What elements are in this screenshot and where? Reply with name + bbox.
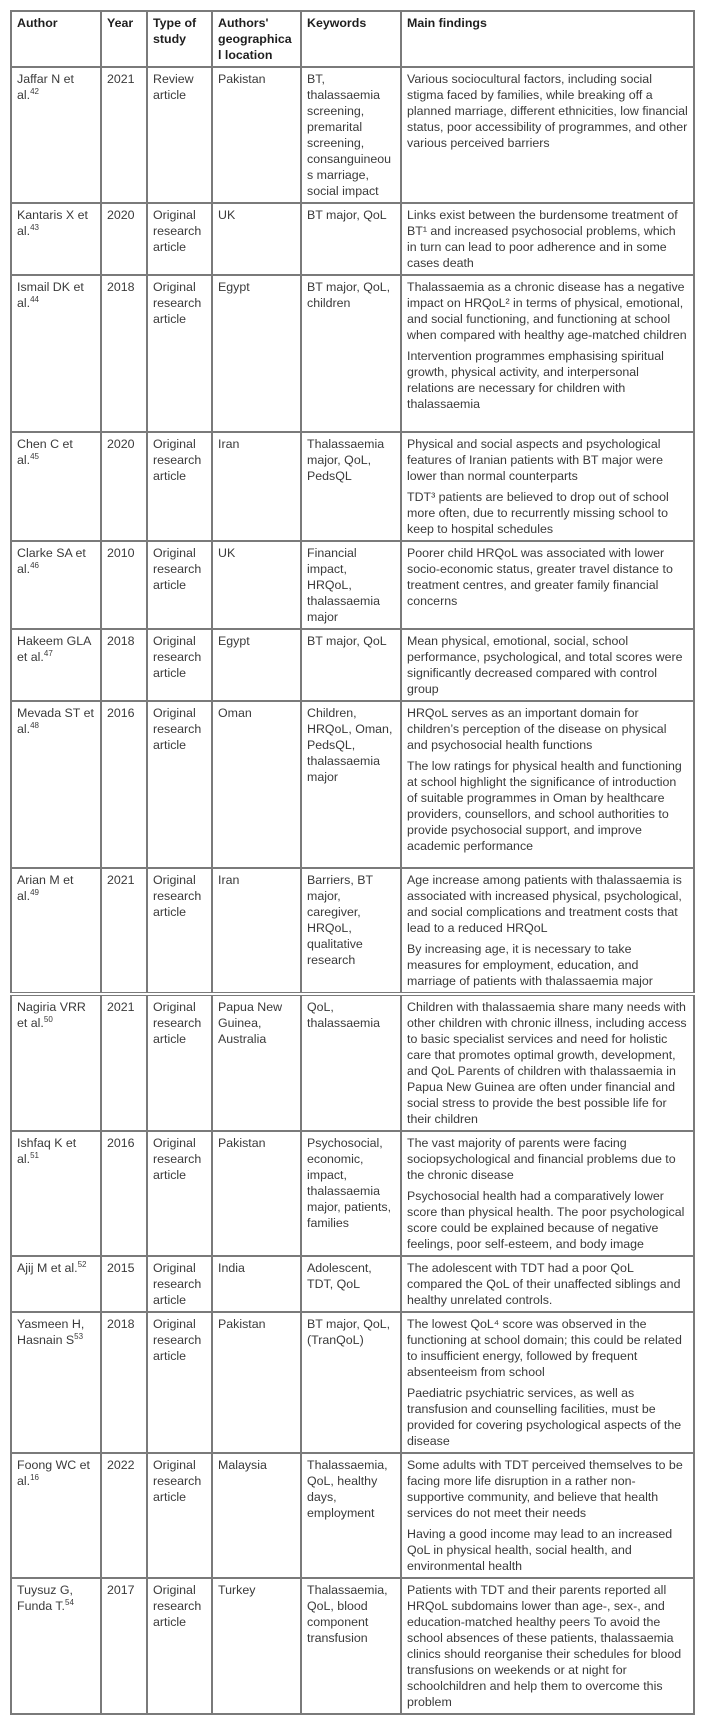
cell-study-type: Original research article (147, 275, 212, 432)
cell-year: 2018 (101, 1312, 147, 1453)
cell-study-type: Original research article (147, 541, 212, 629)
cell-keywords: Thalassaemia, QoL, blood component transfusion (301, 1578, 401, 1714)
cell-year: 2020 (101, 432, 147, 541)
cell-location: Malaysia (212, 1453, 301, 1578)
cell-findings (401, 275, 694, 432)
reference-number: 48 (30, 721, 39, 730)
finding-paragraph: Various sociocultural factors, including social stigma faced by families, while breaking off a planned marriage, different ethnicities, low financial status, poor accessibility of programmes, and other various perceived barriers (407, 72, 688, 150)
reference-number: 54 (65, 1598, 74, 1607)
author-name: Chen C et al. (17, 437, 73, 467)
cell-author (11, 629, 101, 701)
author-name: Ismail DK et al. (17, 280, 84, 310)
finding-paragraph: The adolescent with TDT had a poor QoL compared the QoL of their unaffected siblings and healthy unrelated controls. (407, 1261, 681, 1307)
header-author: Author (11, 11, 101, 67)
cell-keywords: Thalassaemia major, QoL, PedsQL (301, 432, 401, 541)
cell-author (11, 701, 101, 868)
cell-findings (401, 203, 694, 275)
cell-author (11, 1312, 101, 1453)
reference-number: 46 (30, 561, 39, 570)
cell-findings (401, 868, 694, 994)
cell-year: 2022 (101, 1453, 147, 1578)
author-name: Nagiria VRR et al. (17, 1000, 86, 1030)
finding-paragraph: Patients with TDT and their parents reported all HRQoL subdomains lower than age-, sex-, and education-matched healthy peers To avoid the school absences of these patients, thalassaemia clinics should reorganise their schedules for blood transfusions on weekends or at night for schoolchildren and help them to overcome this problem (407, 1583, 682, 1709)
table-row (11, 1312, 694, 1453)
cell-study-type: Original research article (147, 432, 212, 541)
author-name: Arian M et al. (17, 873, 74, 903)
cell-keywords: BT, thalassaemia screening, premarital screening, consanguineous marriage, social impact (301, 67, 401, 203)
reference-number: 53 (74, 1332, 84, 1341)
cell-author (11, 275, 101, 432)
finding-paragraph: Some adults with TDT perceived themselves to be facing more life disruption in a rather non-supportive community, and believe that health services do not meet their needs (407, 1458, 683, 1520)
cell-study-type: Original research article (147, 868, 212, 994)
cell-year: 2017 (101, 1578, 147, 1714)
cell-author (11, 1578, 101, 1714)
finding-paragraph: Age increase among patients with thalassaemia is associated with increased physical, psychological, and social complications and treatment costs that lead to a reduced HRQoL (407, 873, 682, 935)
cell-location: UK (212, 541, 301, 629)
author-name: Jaffar N et al. (17, 72, 74, 102)
cell-keywords: Children, HRQoL, Oman, PedsQL, thalassaemia major (301, 701, 401, 868)
cell-year: 2015 (101, 1256, 147, 1312)
header-location: Authors' geographical location (212, 11, 301, 67)
header-year: Year (101, 11, 147, 67)
header-findings: Main findings (401, 11, 694, 67)
cell-year: 2021 (101, 994, 147, 1131)
table-row (11, 868, 694, 994)
cell-author (11, 1453, 101, 1578)
table-row (11, 1578, 694, 1714)
table-body (11, 67, 694, 1714)
reference-number: 42 (30, 87, 39, 96)
author-name: Kantaris X et al. (17, 208, 88, 238)
cell-location: Pakistan (212, 67, 301, 203)
cell-findings (401, 701, 694, 868)
cell-year: 2018 (101, 275, 147, 432)
reference-number: 44 (30, 295, 39, 304)
cell-author (11, 1131, 101, 1256)
reference-number: 16 (30, 1473, 39, 1482)
cell-author (11, 432, 101, 541)
finding-paragraph: Psychosocial health had a comparatively lower score than physical health. The poor psychological score could be explained because of negative feelings, poor self-esteem, and body image (407, 1189, 685, 1251)
cell-keywords: Barriers, BT major, caregiver, HRQoL, qualitative research (301, 868, 401, 994)
cell-findings (401, 432, 694, 541)
header-type: Type of study (147, 11, 212, 67)
cell-findings (401, 1312, 694, 1453)
cell-keywords: Psychosocial, economic, impact, thalassaemia major, patients, families (301, 1131, 401, 1256)
author-name: Ajij M et al. (17, 1261, 78, 1275)
reference-number: 49 (30, 888, 39, 897)
table-row (11, 701, 694, 868)
table-row (11, 67, 694, 203)
cell-study-type: Original research article (147, 701, 212, 868)
table-row (11, 275, 694, 432)
author-name: Mevada ST et al. (17, 706, 94, 736)
cell-study-type: Original research article (147, 1256, 212, 1312)
finding-paragraph: Links exist between the burdensome treatment of BT¹ and increased psychosocial problems, which in turn can lead to poor adherence and in some cases death (407, 208, 678, 270)
cell-keywords: QoL, thalassaemia (301, 994, 401, 1131)
finding-paragraph: The low ratings for physical health and functioning at school highlight the significance of introduction of suitable programmes in Oman by healthcare providers, counsellors, and school authorities to provide psychosocial support, and improve academic performance (407, 759, 682, 853)
table-row (11, 1453, 694, 1578)
finding-paragraph: By increasing age, it is necessary to take measures for employment, education, and marriage of patients with thalassaemia major (407, 942, 653, 988)
cell-location: Pakistan (212, 1131, 301, 1256)
finding-paragraph: Intervention programmes emphasising spiritual growth, physical activity, and interpersonal relations are necessary for children with thalassaemia (407, 349, 664, 411)
cell-keywords: BT major, QoL, children (301, 275, 401, 432)
table-row (11, 203, 694, 275)
cell-year: 2021 (101, 868, 147, 994)
cell-study-type: Review article (147, 67, 212, 203)
cell-year: 2018 (101, 629, 147, 701)
cell-year: 2010 (101, 541, 147, 629)
author-name: Yasmeen H, Hasnain S (17, 1317, 85, 1347)
table-row (11, 432, 694, 541)
reference-number: 51 (30, 1151, 39, 1160)
cell-author (11, 541, 101, 629)
author-name: Tuysuz G, Funda T. (17, 1583, 73, 1613)
cell-study-type: Original research article (147, 1578, 212, 1714)
cell-keywords: BT major, QoL (301, 629, 401, 701)
table-row (11, 629, 694, 701)
cell-study-type: Original research article (147, 1312, 212, 1453)
cell-keywords: Adolescent, TDT, QoL (301, 1256, 401, 1312)
finding-paragraph: Poorer child HRQoL was associated with lower socio-economic status, greater travel distance to treatment centres, and greater family financial concerns (407, 546, 673, 608)
cell-location: Pakistan (212, 1312, 301, 1453)
cell-year: 2016 (101, 701, 147, 868)
reference-number: 52 (77, 1260, 87, 1269)
cell-location: Egypt (212, 275, 301, 432)
cell-keywords: Thalassaemia, QoL, healthy days, employment (301, 1453, 401, 1578)
cell-study-type: Original research article (147, 629, 212, 701)
cell-location: Oman (212, 701, 301, 868)
cell-author (11, 67, 101, 203)
cell-keywords: BT major, QoL, (TranQoL) (301, 1312, 401, 1453)
cell-study-type: Original research article (147, 203, 212, 275)
cell-findings (401, 1453, 694, 1578)
author-name: Clarke SA et al. (17, 546, 86, 576)
table-row (11, 541, 694, 629)
header-keywords: Keywords (301, 11, 401, 67)
table-row (11, 1256, 694, 1312)
cell-year: 2020 (101, 203, 147, 275)
reference-number: 45 (30, 452, 39, 461)
cell-findings (401, 67, 694, 203)
author-name: Hakeem GLA et al. (17, 634, 91, 664)
cell-findings (401, 629, 694, 701)
cell-author (11, 994, 101, 1131)
author-name: Foong WC et al. (17, 1458, 90, 1488)
cell-findings (401, 1131, 694, 1256)
cell-location: Egypt (212, 629, 301, 701)
cell-findings (401, 1578, 694, 1714)
finding-paragraph: Mean physical, emotional, social, school performance, psychological, and total scores were significantly decreased compared with control group (407, 634, 683, 696)
cell-study-type: Original research article (147, 994, 212, 1131)
cell-keywords: Financial impact, HRQoL, thalassaemia major (301, 541, 401, 629)
cell-location: India (212, 1256, 301, 1312)
cell-author (11, 868, 101, 994)
cell-keywords: BT major, QoL (301, 203, 401, 275)
table-row (11, 994, 694, 1131)
cell-year: 2016 (101, 1131, 147, 1256)
cell-study-type: Original research article (147, 1131, 212, 1256)
cell-author (11, 203, 101, 275)
cell-findings (401, 1256, 694, 1312)
finding-paragraph: Physical and social aspects and psychological features of Iranian patients with BT major were lower than normal counterparts (407, 437, 663, 483)
cell-findings (401, 994, 694, 1131)
cell-study-type: Original research article (147, 1453, 212, 1578)
finding-paragraph: The vast majority of parents were facing sociopsychological and financial problems due to the chronic disease (407, 1136, 676, 1182)
finding-paragraph: Children with thalassaemia share many needs with other children with chronic illness, including access to basic specialist services and need for holistic care that promotes optimal growth, development, and QoL Parents of children with thalassaemia in Papua New Guinea are often under financial and social stress to provide the best possible life for their children (407, 1000, 687, 1126)
cell-location: Papua New Guinea, Australia (212, 994, 301, 1131)
cell-location: UK (212, 203, 301, 275)
reference-number: 50 (43, 1015, 53, 1024)
finding-paragraph: Thalassaemia as a chronic disease has a negative impact on HRQoL² in terms of physical, emotional, and social functioning, and functioning at school when compared with healthy age-matched children (407, 280, 687, 342)
table-row (11, 1131, 694, 1256)
finding-paragraph: The lowest QoL⁴ score was observed in the functioning at school domain; this could be related to insufficient energy, followed by frequent absenteeism from school (407, 1317, 682, 1379)
cell-location: Turkey (212, 1578, 301, 1714)
author-name: Ishfaq K et al. (17, 1136, 77, 1166)
finding-paragraph: HRQoL serves as an important domain for children’s perception of the disease on physical and psychosocial health functions (407, 706, 667, 752)
cell-location: Iran (212, 868, 301, 994)
cell-findings (401, 541, 694, 629)
cell-year: 2021 (101, 67, 147, 203)
literature-table (10, 10, 695, 1715)
cell-author (11, 1256, 101, 1312)
reference-number: 43 (30, 223, 39, 232)
finding-paragraph: TDT³ patients are believed to drop out of school more often, due to recurrently missing school to keep to hospital schedules (407, 490, 669, 536)
finding-paragraph: Paediatric psychiatric services, as well as transfusion and counselling facilities, must be provided for covering psychological aspects of the disease (407, 1386, 682, 1448)
header-row (11, 11, 694, 67)
reference-number: 47 (43, 649, 53, 658)
cell-location: Iran (212, 432, 301, 541)
finding-paragraph: Having a good income may lead to an increased QoL in physical health, social health, and environmental health (407, 1527, 673, 1573)
